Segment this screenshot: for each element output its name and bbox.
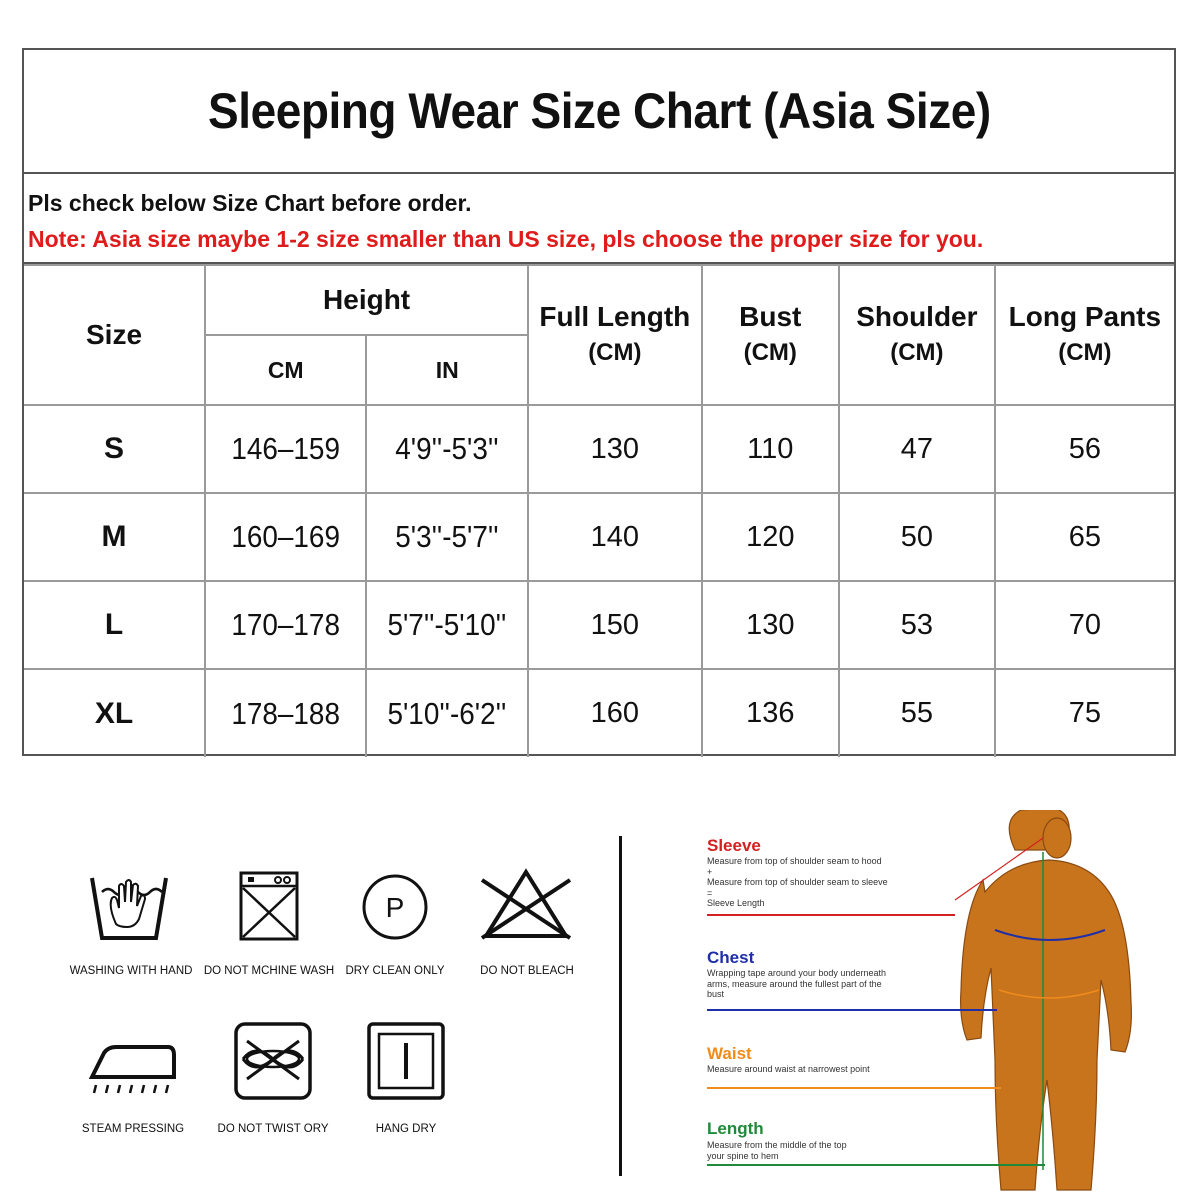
dry-clean-icon: [361, 873, 429, 941]
chart-title-row: [24, 50, 1174, 174]
header-long-pants: [995, 265, 1174, 405]
care-label: STEAM PRESSING: [81, 1123, 185, 1135]
section-divider: [619, 836, 622, 1176]
cell-height-cm: [205, 669, 366, 757]
guide-sleeve-plus: +: [707, 866, 713, 877]
no-bleach-icon: [478, 866, 574, 942]
guide-chest-text: Wrapping tape around your body underneath arms, measure around the fullest part of the bust: [707, 968, 886, 999]
cell-shoulder: 47: [839, 405, 995, 493]
measure-guide: [690, 810, 1190, 1200]
cell-height-in: [366, 493, 528, 581]
hand-wash-icon: [88, 872, 170, 942]
cell-bust: 130: [702, 581, 839, 669]
guide-sleeve-text-2: Measure from top of shoulder seam to sleeve: [707, 877, 888, 887]
cell-height-in: [366, 581, 528, 669]
header-full-length-label: Full Length: [539, 301, 691, 332]
guide-sleeve-text: [707, 856, 897, 909]
notice-row: [24, 174, 1174, 264]
table-row: [24, 493, 1174, 581]
cell-height-cm: [205, 405, 366, 493]
guide-waist-text: Measure around waist at narrowest point: [707, 1064, 870, 1074]
care-label: HANG DRY: [375, 1123, 437, 1135]
table-row: [24, 581, 1174, 669]
cell-height-in-value: 5'7''-5'10'': [387, 607, 507, 642]
chart-title: Sleeping Wear Size Chart (Asia Size): [207, 83, 991, 139]
no-machine-wash-icon: [238, 870, 300, 942]
cell-long-pants: 75: [995, 669, 1174, 757]
onesie-figure: [945, 810, 1190, 1200]
cell-height-in-value: 5'3''-5'7'': [395, 519, 499, 554]
cell-shoulder: 53: [839, 581, 995, 669]
header-shoulder-label: Shoulder: [856, 301, 978, 332]
cell-full-length: 130: [528, 405, 701, 493]
header-bust-unit: (CM): [743, 339, 797, 366]
cell-bust: 136: [702, 669, 839, 757]
guide-length-title: Length: [707, 1119, 764, 1138]
cell-long-pants: 56: [995, 405, 1174, 493]
cell-full-length: 140: [528, 493, 701, 581]
header-full-length-unit: (CM): [588, 339, 642, 366]
cell-height-in-value: 4'9''-5'3'': [395, 431, 499, 466]
care-label: WASHING WITH HAND: [69, 965, 193, 977]
guide-sleeve-equals: =: [707, 887, 713, 898]
cell-height-in-value: 5'10''-6'2'': [387, 695, 507, 731]
header-full-length: [528, 265, 701, 405]
header-cm: CM: [205, 335, 366, 405]
header-height-label: Height: [323, 284, 411, 315]
cell-size: S: [24, 405, 205, 493]
guide-sleeve-text-1: Measure from top of shoulder seam to hood: [707, 856, 882, 866]
cell-size: XL: [24, 669, 205, 757]
size-table: [24, 264, 1174, 757]
cell-height-in: [366, 669, 528, 757]
hang-dry-icon: [366, 1021, 446, 1101]
guide-sleeve-text-3: Sleeve Length: [707, 898, 765, 908]
table-row: [24, 669, 1174, 757]
header-shoulder: [839, 265, 995, 405]
guide-length-line: [707, 1164, 1045, 1166]
cell-shoulder: 50: [839, 493, 995, 581]
cell-height-cm-value: 170–178: [231, 607, 341, 642]
header-shoulder-unit: (CM): [890, 339, 944, 366]
cell-size: M: [24, 493, 205, 581]
guide-sleeve-line: [707, 914, 955, 916]
header-in: IN: [366, 335, 528, 405]
care-label: DO NOT TWIST ORY: [217, 1123, 329, 1135]
guide-length-text: Measure from the middle of the top your spine to hem: [707, 1140, 847, 1161]
cell-full-length: 150: [528, 581, 701, 669]
size-note: Note: Asia size maybe 1-2 size smaller than US size, pls choose the proper size for you.: [28, 226, 984, 252]
cell-height-cm: [205, 581, 366, 669]
no-twist-icon: [233, 1021, 313, 1101]
header-size-label: Size: [86, 319, 143, 350]
cell-full-length: 160: [528, 669, 701, 757]
table-header-row: [24, 265, 1174, 335]
cell-long-pants: 70: [995, 581, 1174, 669]
guide-chest-title: Chest: [707, 948, 755, 967]
care-label: DO NOT BLEACH: [480, 965, 574, 977]
cell-height-cm-value: 178–188: [231, 695, 341, 731]
header-long-pants-label: Long Pants: [1008, 301, 1162, 332]
steam-iron-icon: [86, 1035, 182, 1095]
guide-chest-line: [707, 1009, 997, 1011]
cell-size: L: [24, 581, 205, 669]
header-long-pants-unit: (CM): [1058, 339, 1112, 366]
header-bust-label: Bust: [739, 301, 802, 332]
guide-waist-line: [707, 1087, 1001, 1089]
header-size: [24, 265, 205, 405]
care-label: DO NOT MCHINE WASH: [203, 965, 335, 977]
header-height: [205, 265, 528, 335]
cell-long-pants: 65: [995, 493, 1174, 581]
table-row: [24, 405, 1174, 493]
cell-height-in: [366, 405, 528, 493]
guide-waist-title: Waist: [707, 1044, 752, 1063]
cell-shoulder: 55: [839, 669, 995, 757]
care-label: DRY CLEAN ONLY: [345, 965, 445, 977]
guide-sleeve-title: Sleeve: [707, 836, 761, 855]
cell-height-cm-value: 146–159: [231, 431, 341, 466]
dry-clean-symbol: P: [385, 892, 405, 923]
cell-height-cm: [205, 493, 366, 581]
cell-bust: 120: [702, 493, 839, 581]
size-chart: [22, 48, 1176, 756]
cell-height-cm-value: 160–169: [231, 519, 341, 554]
order-notice: Pls check below Size Chart before order.: [28, 190, 472, 216]
header-bust: [702, 265, 839, 405]
cell-bust: 110: [702, 405, 839, 493]
